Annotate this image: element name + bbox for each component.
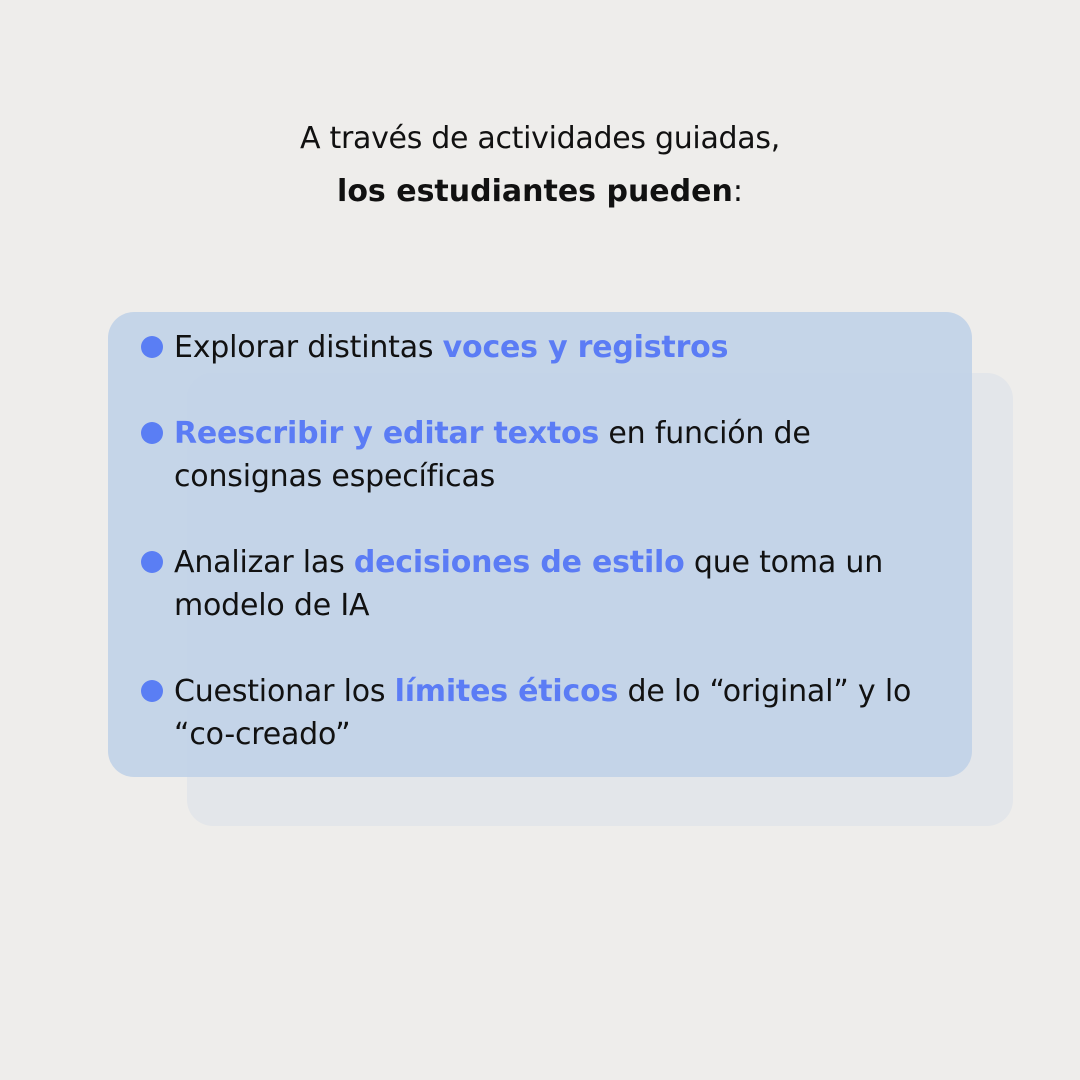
bullet-text <box>174 670 960 756</box>
intro-bold-text: los estudiantes pueden <box>337 174 733 209</box>
intro-colon: : <box>732 174 743 209</box>
bullet-text-post: en función de consignas específicas <box>174 416 811 494</box>
bullet-dot-icon <box>141 336 163 358</box>
bullet-text <box>174 412 960 498</box>
bullet-text-post: que toma un modelo de IA <box>174 545 884 623</box>
bullet-highlight: decisiones de estilo <box>353 545 685 580</box>
bullet-item-1 <box>140 326 960 369</box>
bullet-highlight: Reescribir y editar textos <box>174 416 600 451</box>
bullet-text-post: de lo “original” y lo “co-creado” <box>174 674 912 752</box>
bullet-text-pre: Analizar las <box>174 545 354 580</box>
intro-heading <box>0 112 1080 218</box>
bullet-highlight: límites éticos <box>394 674 619 709</box>
bullet-highlight: voces y registros <box>442 330 729 365</box>
bullet-text <box>174 541 960 627</box>
bullet-text-pre: Explorar distintas <box>174 330 443 365</box>
bullet-dot-icon <box>141 422 163 444</box>
bullet-text <box>174 326 960 369</box>
bullet-item-3 <box>140 541 960 627</box>
bullet-item-4 <box>140 670 960 756</box>
intro-line-1: A través de actividades guiadas, <box>300 121 780 156</box>
intro-line-2 <box>0 165 1080 218</box>
bullet-text-pre: Cuestionar los <box>174 674 395 709</box>
bullet-item-2 <box>140 412 960 498</box>
bullet-dot-icon <box>141 680 163 702</box>
bullet-dot-icon <box>141 551 163 573</box>
